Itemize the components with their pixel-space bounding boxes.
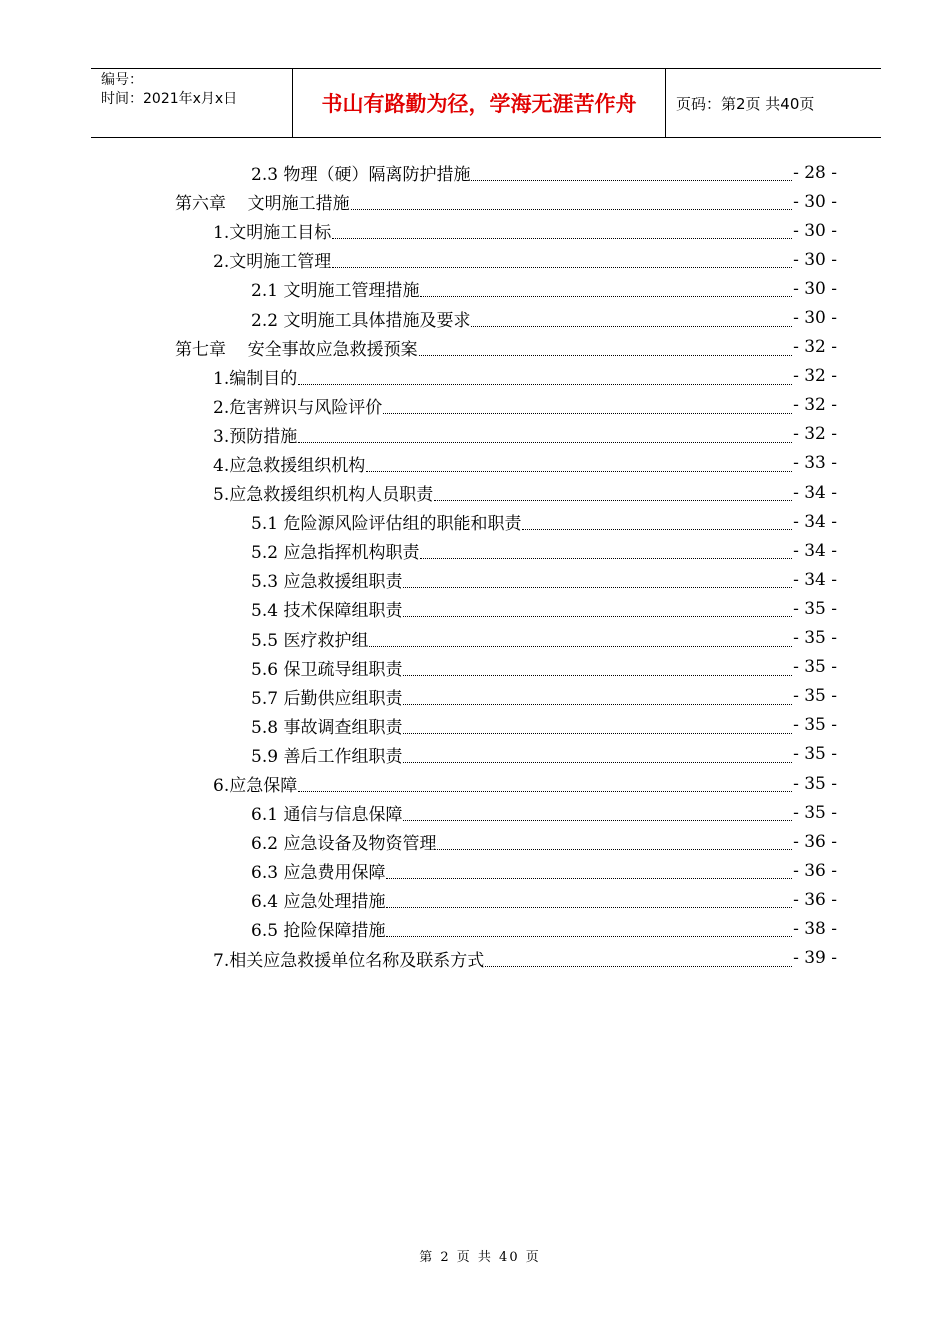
toc-entry-title: 6.2 应急设备及物资管理 xyxy=(251,834,437,855)
toc-entry-page: - 33 - xyxy=(793,453,837,474)
toc-dot-leader xyxy=(351,189,792,210)
toc-entry-title: 7.相关应急救援单位名称及联系方式 xyxy=(213,950,485,971)
toc-entry-page: - 35 - xyxy=(793,686,837,707)
toc-entry-title: 6.3 应急费用保障 xyxy=(251,863,386,884)
footer-page-number: 第 2 页 共 40 页 xyxy=(419,1250,541,1265)
toc-dot-leader xyxy=(386,916,792,937)
toc-entry[interactable] xyxy=(0,187,950,216)
toc-entry[interactable] xyxy=(0,362,950,391)
toc-entry-page: - 36 - xyxy=(793,831,837,852)
toc-entry[interactable] xyxy=(0,827,950,856)
toc-entry[interactable] xyxy=(0,333,950,362)
toc-dot-leader xyxy=(403,713,792,734)
toc-dot-leader xyxy=(383,393,792,414)
table-of-contents xyxy=(0,158,950,973)
toc-dot-leader xyxy=(437,829,792,850)
toc-entry[interactable] xyxy=(0,565,950,594)
toc-dot-leader xyxy=(403,567,792,588)
toc-entry-page: - 35 - xyxy=(793,744,837,765)
serial-label: 编号： xyxy=(101,72,143,88)
toc-entry-title: 2.文明施工管理 xyxy=(213,252,332,273)
toc-entry-page: - 30 - xyxy=(793,220,837,241)
toc-dot-leader xyxy=(419,335,792,356)
toc-dot-leader xyxy=(471,160,792,181)
toc-entry-page: - 39 - xyxy=(793,948,837,969)
toc-entry[interactable] xyxy=(0,711,950,740)
toc-entry[interactable] xyxy=(0,624,950,653)
toc-entry[interactable] xyxy=(0,536,950,565)
header-motto: 书山有路勤为径，学海无涯苦作舟 xyxy=(293,69,666,137)
toc-dot-leader xyxy=(403,596,792,617)
toc-dot-leader xyxy=(369,626,792,647)
page-header xyxy=(91,68,881,138)
toc-entry-page: - 30 - xyxy=(793,249,837,270)
toc-entry[interactable] xyxy=(0,740,950,769)
toc-entry-page: - 36 - xyxy=(793,889,837,910)
toc-dot-leader xyxy=(386,858,792,879)
toc-entry[interactable] xyxy=(0,944,950,973)
toc-entry-page: - 30 - xyxy=(793,191,837,212)
toc-entry-title: 3.预防措施 xyxy=(213,426,298,447)
toc-entry[interactable] xyxy=(0,769,950,798)
toc-dot-leader xyxy=(434,480,792,501)
toc-dot-leader xyxy=(366,451,792,472)
toc-entry[interactable] xyxy=(0,682,950,711)
toc-entry-title: 5.应急救援组织机构人员职责 xyxy=(213,485,434,506)
toc-entry-title: 5.7 后勤供应组职责 xyxy=(251,688,403,709)
toc-entry-title: 6.应急保障 xyxy=(213,776,298,797)
toc-entry-page: - 35 - xyxy=(793,802,837,823)
toc-entry-page: - 32 - xyxy=(793,424,837,445)
toc-dot-leader xyxy=(522,509,792,530)
toc-dot-leader xyxy=(471,306,792,327)
toc-entry-title: 2.危害辨识与风险评价 xyxy=(213,397,383,418)
toc-dot-leader xyxy=(298,422,792,443)
toc-entry-page: - 30 - xyxy=(793,308,837,329)
toc-entry-title: 5.1 危险源风险评估组的职能和职责 xyxy=(251,514,522,535)
time-label: 时间：2021年x月x日 xyxy=(101,91,238,107)
toc-dot-leader xyxy=(298,364,792,385)
toc-entry-title: 5.9 善后工作组职责 xyxy=(251,746,403,767)
toc-entry[interactable] xyxy=(0,158,950,187)
toc-dot-leader xyxy=(332,247,792,268)
toc-entry-title: 1.编制目的 xyxy=(213,368,298,389)
toc-entry-title: 第六章 文明施工措施 xyxy=(175,194,350,215)
toc-dot-leader xyxy=(403,655,792,676)
toc-entry-page: - 35 - xyxy=(793,628,837,649)
header-page-info: 页码：第2页 共40页 xyxy=(676,94,815,113)
toc-entry[interactable] xyxy=(0,885,950,914)
toc-entry-page: - 35 - xyxy=(793,598,837,619)
toc-dot-leader xyxy=(420,276,792,297)
page-footer xyxy=(0,1246,950,1265)
toc-entry-title: 第七章 安全事故应急救援预案 xyxy=(175,339,418,360)
toc-entry-title: 1.文明施工目标 xyxy=(213,223,332,244)
toc-entry-page: - 32 - xyxy=(793,337,837,358)
toc-entry-title: 2.3 物理（硬）隔离防护措施 xyxy=(251,165,471,186)
toc-entry-title: 4.应急救援组织机构 xyxy=(213,455,366,476)
toc-entry-title: 2.1 文明施工管理措施 xyxy=(251,281,420,302)
toc-dot-leader xyxy=(298,771,792,792)
toc-entry-page: - 34 - xyxy=(793,482,837,503)
toc-entry[interactable] xyxy=(0,245,950,274)
toc-dot-leader xyxy=(485,946,792,967)
toc-entry[interactable] xyxy=(0,478,950,507)
toc-entry-page: - 34 - xyxy=(793,511,837,532)
toc-entry[interactable] xyxy=(0,420,950,449)
toc-entry[interactable] xyxy=(0,914,950,943)
toc-entry-title: 5.4 技术保障组职责 xyxy=(251,601,403,622)
toc-entry[interactable] xyxy=(0,507,950,536)
toc-entry[interactable] xyxy=(0,303,950,332)
toc-dot-leader xyxy=(403,684,792,705)
toc-entry-page: - 35 - xyxy=(793,715,837,736)
toc-entry-page: - 36 - xyxy=(793,860,837,881)
toc-entry[interactable] xyxy=(0,653,950,682)
toc-entry-page: - 28 - xyxy=(793,162,837,183)
toc-entry[interactable] xyxy=(0,216,950,245)
toc-entry[interactable] xyxy=(0,798,950,827)
toc-entry[interactable] xyxy=(0,856,950,885)
toc-entry-page: - 34 - xyxy=(793,569,837,590)
toc-entry-page: - 35 - xyxy=(793,657,837,678)
toc-entry-title: 5.2 应急指挥机构职责 xyxy=(251,543,420,564)
toc-entry-title: 6.5 抢险保障措施 xyxy=(251,921,386,942)
toc-entry-page: - 32 - xyxy=(793,366,837,387)
toc-entry-title: 5.3 应急救援组职责 xyxy=(251,572,403,593)
toc-entry[interactable] xyxy=(0,449,950,478)
toc-entry-title: 2.2 文明施工具体措施及要求 xyxy=(251,310,471,331)
toc-entry-title: 5.6 保卫疏导组职责 xyxy=(251,659,403,680)
toc-entry-page: - 32 - xyxy=(793,395,837,416)
toc-entry-title: 6.1 通信与信息保障 xyxy=(251,805,403,826)
toc-dot-leader xyxy=(332,218,792,239)
toc-entry-page: - 38 - xyxy=(793,918,837,939)
toc-entry[interactable] xyxy=(0,274,950,303)
toc-dot-leader xyxy=(403,800,792,821)
toc-entry-title: 6.4 应急处理措施 xyxy=(251,892,386,913)
toc-entry-page: - 30 - xyxy=(793,278,837,299)
toc-dot-leader xyxy=(403,742,792,763)
toc-entry-page: - 34 - xyxy=(793,540,837,561)
toc-dot-leader xyxy=(386,887,792,908)
toc-entry-title: 5.5 医疗救护组 xyxy=(251,630,369,651)
toc-dot-leader xyxy=(420,538,792,559)
toc-entry[interactable] xyxy=(0,391,950,420)
toc-entry-title: 5.8 事故调查组职责 xyxy=(251,717,403,738)
toc-entry-page: - 35 - xyxy=(793,773,837,794)
toc-entry[interactable] xyxy=(0,594,950,623)
header-meta xyxy=(91,69,293,137)
